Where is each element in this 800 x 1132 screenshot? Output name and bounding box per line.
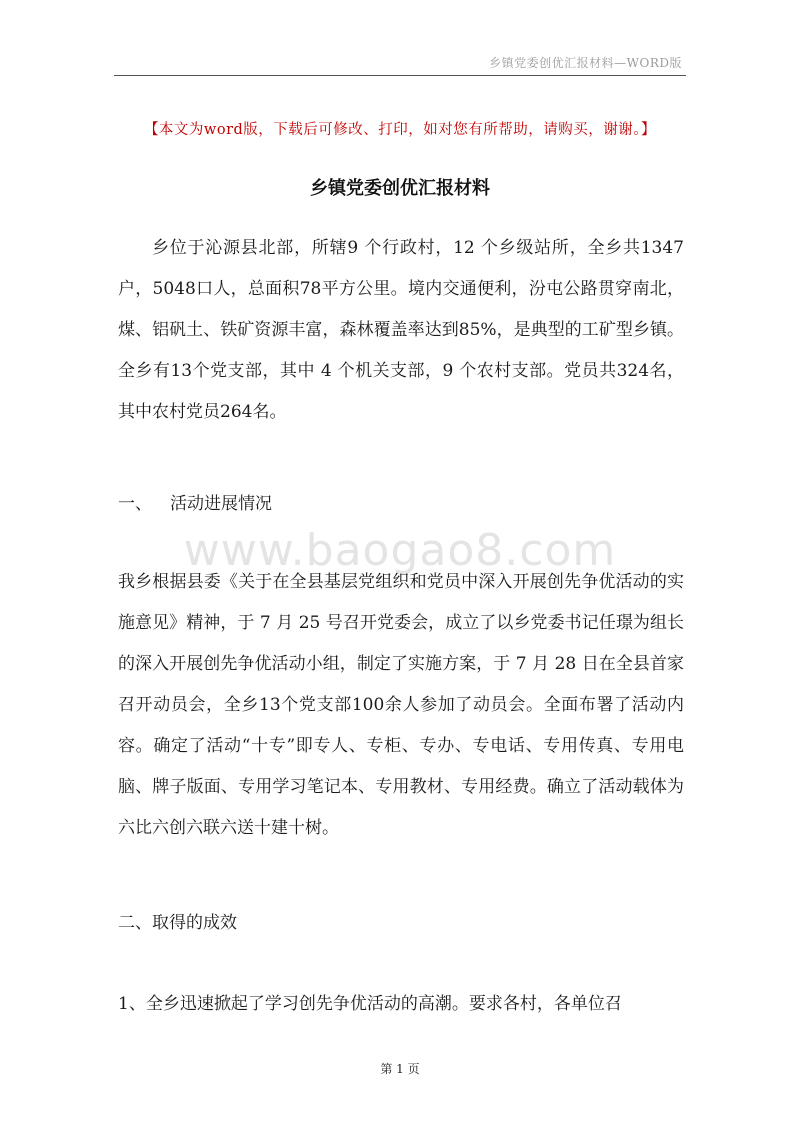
section-heading-2: 二、取得的成效 bbox=[118, 913, 237, 933]
document-title: 乡镇党委创优汇报材料 bbox=[310, 178, 490, 199]
section-heading-1 bbox=[118, 489, 272, 514]
download-notice: 【本文为word版，下载后可修改、打印，如对您有所帮助，请购买，谢谢。】 bbox=[143, 122, 657, 138]
intro-paragraph: 乡位于沁源县北部，所辖9 个行政村，12 个乡级站所，全乡共1347户，5048口人，总面积78平方公里。境内交通便利，汾屯公路贯穿南北，煤、铝矾土、铁矿资源丰富，森林覆盖率达到85%，是典型的工矿型乡镇。全乡有13个党支部，其中 4 个机关支部，9 个农村支部。党员共324名，其中农村党员264名。 bbox=[118, 238, 684, 422]
section-number-1: 一、 bbox=[118, 494, 152, 514]
activities-paragraph: 我乡根据县委《关于在全县基层党组织和党员中深入开展创先争优活动的实施意见》精神，于 7 月 25 号召开党委会，成立了以乡党委书记任璟为组长的深入开展创先争优活动小组，制定了实施方案，于 7 月 28 日在全县首家召开动员会，全乡13个党支部100余人参加了动员会。全面布署了活动内容。确定了活动“十专”即专人、专柜、专办、专电话、专用传真、专用电脑、牌子版面、专用学习笔记本、专用教材、专用经费。确立了活动载体为六比六创六联六送十建十树。 bbox=[118, 572, 684, 838]
results-paragraph: 1、全乡迅速掀起了学习创先争优活动的高潮。要求各村，各单位召 bbox=[118, 994, 622, 1014]
watermark: www.baogao8.com bbox=[183, 525, 617, 576]
header-divider bbox=[114, 75, 686, 76]
section-title-1: 活动进展情况 bbox=[170, 494, 272, 514]
page-number: 第 1 页 bbox=[380, 1062, 420, 1076]
header-text: 乡镇党委创优汇报材料—WORD版 bbox=[489, 56, 682, 70]
